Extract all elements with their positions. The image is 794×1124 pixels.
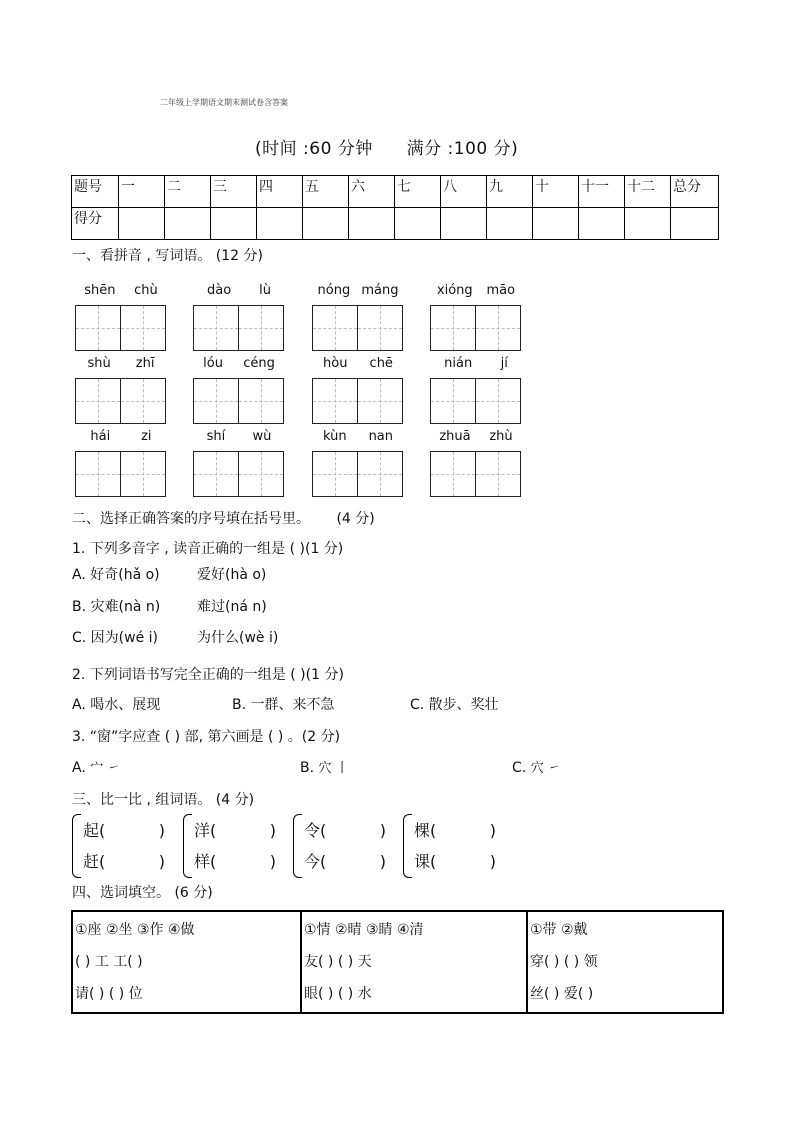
pinyin-syllable: wù [252,429,272,444]
score-input-cell[interactable] [257,208,303,240]
pinyin-syllable: hòu [323,356,348,371]
score-input-cell[interactable] [625,208,671,240]
close-paren: ) [269,821,276,840]
radical-stroke-glyph: 穴 ㇀ [530,761,561,776]
table-cell: 四 [257,176,303,208]
writing-cell[interactable] [120,305,166,351]
fill-line[interactable]: ( ) 工 工( ) [75,954,143,970]
pinyin-syllable: kùn [322,429,347,444]
fill-line[interactable]: 请( ) ( ) 位 [75,986,143,1002]
pinyin-syllable: céng [243,356,275,371]
pinyin-word-group [430,356,522,424]
compare-char: 棵( [414,821,437,840]
writing-cell[interactable] [120,451,166,497]
option-3a-label: A. [72,760,86,776]
word-choice-table [71,910,724,1014]
writing-grid [193,305,285,351]
compare-pair [183,814,276,878]
writing-cell[interactable] [357,305,403,351]
table-cell: 一 [119,176,165,208]
compare-pair [293,814,386,878]
pinyin-word-group [193,283,285,351]
compare-line[interactable] [83,846,165,877]
option-1b-word2: 难过(ná n) [197,599,267,615]
pinyin-syllable: zi [141,429,152,444]
writing-grid [312,305,404,351]
option-1a-word2: 爱好(hà o) [197,567,267,583]
writing-cell[interactable] [238,451,284,497]
close-paren: ) [379,821,386,840]
score-input-cell[interactable] [671,208,719,240]
question-1: 1. 下列多音字 , 读音正确的一组是 ( )(1 分) [72,541,344,557]
score-input-cell[interactable] [395,208,441,240]
section2-title-text: 二、选择正确答案的序号填在括号里。 [72,511,310,527]
question-2: 2. 下列词语书写完全正确的一组是 ( )(1 分) [72,667,344,683]
pinyin-syllable: zhuā [439,429,471,444]
time-and-score-line [255,134,518,159]
pinyin-syllable: jí [500,356,508,371]
left-brace-icon [183,814,192,878]
time-label: (时间 :60 分钟 [255,139,373,159]
pinyin-word-group [312,356,404,424]
compare-pair [72,814,165,878]
score-input-cell[interactable] [303,208,349,240]
compare-line[interactable] [83,815,165,846]
compare-line[interactable] [194,815,276,846]
pinyin-syllable: māo [486,283,516,298]
score-input-cell[interactable] [579,208,625,240]
option-3c[interactable] [512,757,561,776]
pinyin-syllable: dào [206,283,232,298]
compare-char: 样( [194,852,217,871]
pinyin-syllable: shí [206,429,226,444]
pinyin-syllable: lù [259,283,271,298]
score-input-cell[interactable] [349,208,395,240]
writing-grid [312,451,404,497]
score-input-cell[interactable] [211,208,257,240]
close-paren: ) [379,852,386,871]
writing-grid [75,451,167,497]
score-table [71,175,719,240]
table-cell: 三 [211,176,257,208]
word-group-3 [527,911,723,1013]
pinyin-label [430,283,522,301]
fill-line[interactable]: 丝( ) 爱( ) [530,986,594,1002]
writing-cell[interactable] [430,451,476,497]
writing-cell[interactable] [475,378,521,424]
pinyin-word-group [75,356,167,424]
pinyin-label [312,283,404,301]
pinyin-syllable: chù [134,283,158,298]
writing-cell[interactable] [312,305,358,351]
option-2b[interactable]: B. 一群、来不急 [232,697,335,713]
table-cell: 七 [395,176,441,208]
writing-cell[interactable] [75,305,121,351]
word-group-2 [301,911,527,1013]
writing-cell[interactable] [357,378,403,424]
table-cell: 十 [533,176,579,208]
score-input-cell[interactable] [165,208,211,240]
pinyin-label [430,356,522,374]
writing-cell[interactable] [75,378,121,424]
close-paren: ) [269,852,276,871]
score-input-cell[interactable] [441,208,487,240]
writing-cell[interactable] [312,451,358,497]
compare-char: 课( [414,852,437,871]
writing-cell[interactable] [120,378,166,424]
section3-title: 三、比一比 , 组词语。 (4 分) [72,792,255,808]
writing-cell[interactable] [357,451,403,497]
compare-char: 起( [83,821,106,840]
writing-grid [430,451,522,497]
table-cell: 八 [441,176,487,208]
fill-line[interactable]: 眼( ) ( ) 水 [304,986,372,1002]
options-line: ①情 ②晴 ③睛 ④清 [304,922,424,938]
pinyin-word-group [430,429,522,497]
pinyin-syllable: zhù [489,429,513,444]
pinyin-syllable: nóng [317,283,351,298]
option-2c[interactable]: C. 散步、奖壮 [410,697,499,713]
section4-title: 四、选词填空。 (6 分) [72,885,213,901]
section2-points: (4 分) [336,511,375,527]
option-3b-label: B. [300,760,315,776]
writing-cell[interactable] [238,378,284,424]
score-input-cell[interactable] [533,208,579,240]
writing-grid [193,451,285,497]
writing-cell[interactable] [193,305,239,351]
left-brace-icon [293,814,302,878]
option-2a[interactable]: A. 喝水、展现 [72,697,161,713]
pinyin-word-group [75,283,167,351]
pinyin-word-group [193,429,285,497]
option-3a[interactable] [72,757,120,776]
document-subtitle: 二年级上学期语文期末测试卷含答案 [160,98,288,107]
table-cell: 十二 [625,176,671,208]
pinyin-syllable: zhī [135,356,155,371]
option-3b[interactable] [300,757,349,776]
pinyin-syllable: shēn [84,283,116,298]
pinyin-syllable: hái [90,429,111,444]
compare-line[interactable] [194,846,276,877]
left-brace-icon [72,814,81,878]
writing-cell[interactable] [193,451,239,497]
pinyin-label [193,283,285,301]
close-paren: ) [158,852,165,871]
table-cell: 十一 [579,176,625,208]
writing-cell[interactable] [238,305,284,351]
pinyin-word-group [430,283,522,351]
table-cell: 得分 [72,208,119,240]
table-cell: 题号 [72,176,119,208]
writing-cell[interactable] [312,378,358,424]
pinyin-label [193,356,285,374]
fill-line[interactable]: 友( ) ( ) 天 [304,954,372,970]
compare-char: 洋( [194,821,217,840]
writing-grid [430,378,522,424]
option-1c-word2: 为什么(wè i) [197,630,279,646]
pinyin-syllable: máng [361,283,399,298]
writing-grid [312,378,404,424]
pinyin-syllable: xióng [436,283,473,298]
table-cell: 二 [165,176,211,208]
writing-cell[interactable] [475,305,521,351]
table-cell: 六 [349,176,395,208]
writing-cell[interactable] [430,305,476,351]
score-table-header-row [72,176,719,208]
writing-grid [430,305,522,351]
option-1a[interactable]: A. 好奇(hǎ o) [72,567,160,583]
pinyin-word-group [193,356,285,424]
close-paren: ) [489,821,496,840]
section2-title [72,508,375,528]
table-cell: 九 [487,176,533,208]
compare-line[interactable] [414,846,496,877]
close-paren: ) [158,821,165,840]
compare-char: 令( [304,821,327,840]
fill-line[interactable]: 穿( ) ( ) 领 [530,954,598,970]
total-score-label: 满分 :100 分) [406,139,519,159]
left-brace-icon [403,814,412,878]
compare-line[interactable] [414,815,496,846]
pinyin-label [312,429,404,447]
compare-line[interactable] [304,846,386,877]
writing-cell[interactable] [75,451,121,497]
options-line: ①座 ②坐 ③作 ④做 [75,922,195,938]
pinyin-syllable: lóu [203,356,223,371]
writing-grid [75,378,167,424]
pinyin-label [193,429,285,447]
score-input-cell[interactable] [119,208,165,240]
pinyin-label [75,283,167,301]
pinyin-label [430,429,522,447]
compare-line[interactable] [304,815,386,846]
pinyin-syllable: nián [444,356,473,371]
table-cell: 总分 [671,176,719,208]
pinyin-label [312,356,404,374]
table-cell: 五 [303,176,349,208]
pinyin-syllable: shù [87,356,111,371]
writing-cell[interactable] [193,378,239,424]
option-1b[interactable]: B. 灾难(nà n) [72,599,161,615]
compare-char: 赶( [83,852,106,871]
pinyin-syllable: nan [368,429,394,444]
section1-title: 一、看拼音 , 写词语。 (12 分) [72,248,263,264]
word-group-1 [72,911,301,1013]
options-line: ①带 ②戴 [530,922,588,938]
pinyin-word-group [312,429,404,497]
pinyin-syllable: chē [369,356,393,371]
writing-cell[interactable] [430,378,476,424]
radical-stroke-glyph: 宀 ㇀ [90,761,121,776]
pinyin-word-group [75,429,167,497]
writing-cell[interactable] [475,451,521,497]
compare-pair [403,814,496,878]
score-input-cell[interactable] [487,208,533,240]
writing-grid [75,305,167,351]
question-3: 3. “窗”字应查 ( ) 部, 第六画是 ( ) 。(2 分) [72,729,341,745]
score-table-score-row [72,208,719,240]
pinyin-label [75,429,167,447]
pinyin-label [75,356,167,374]
close-paren: ) [489,852,496,871]
writing-grid [193,378,285,424]
option-1c[interactable]: C. 因为(wé i) [72,630,159,646]
option-3c-label: C. [512,760,527,776]
compare-char: 今( [304,852,327,871]
pinyin-word-group [312,283,404,351]
radical-stroke-glyph: 穴 丨 [318,761,349,776]
